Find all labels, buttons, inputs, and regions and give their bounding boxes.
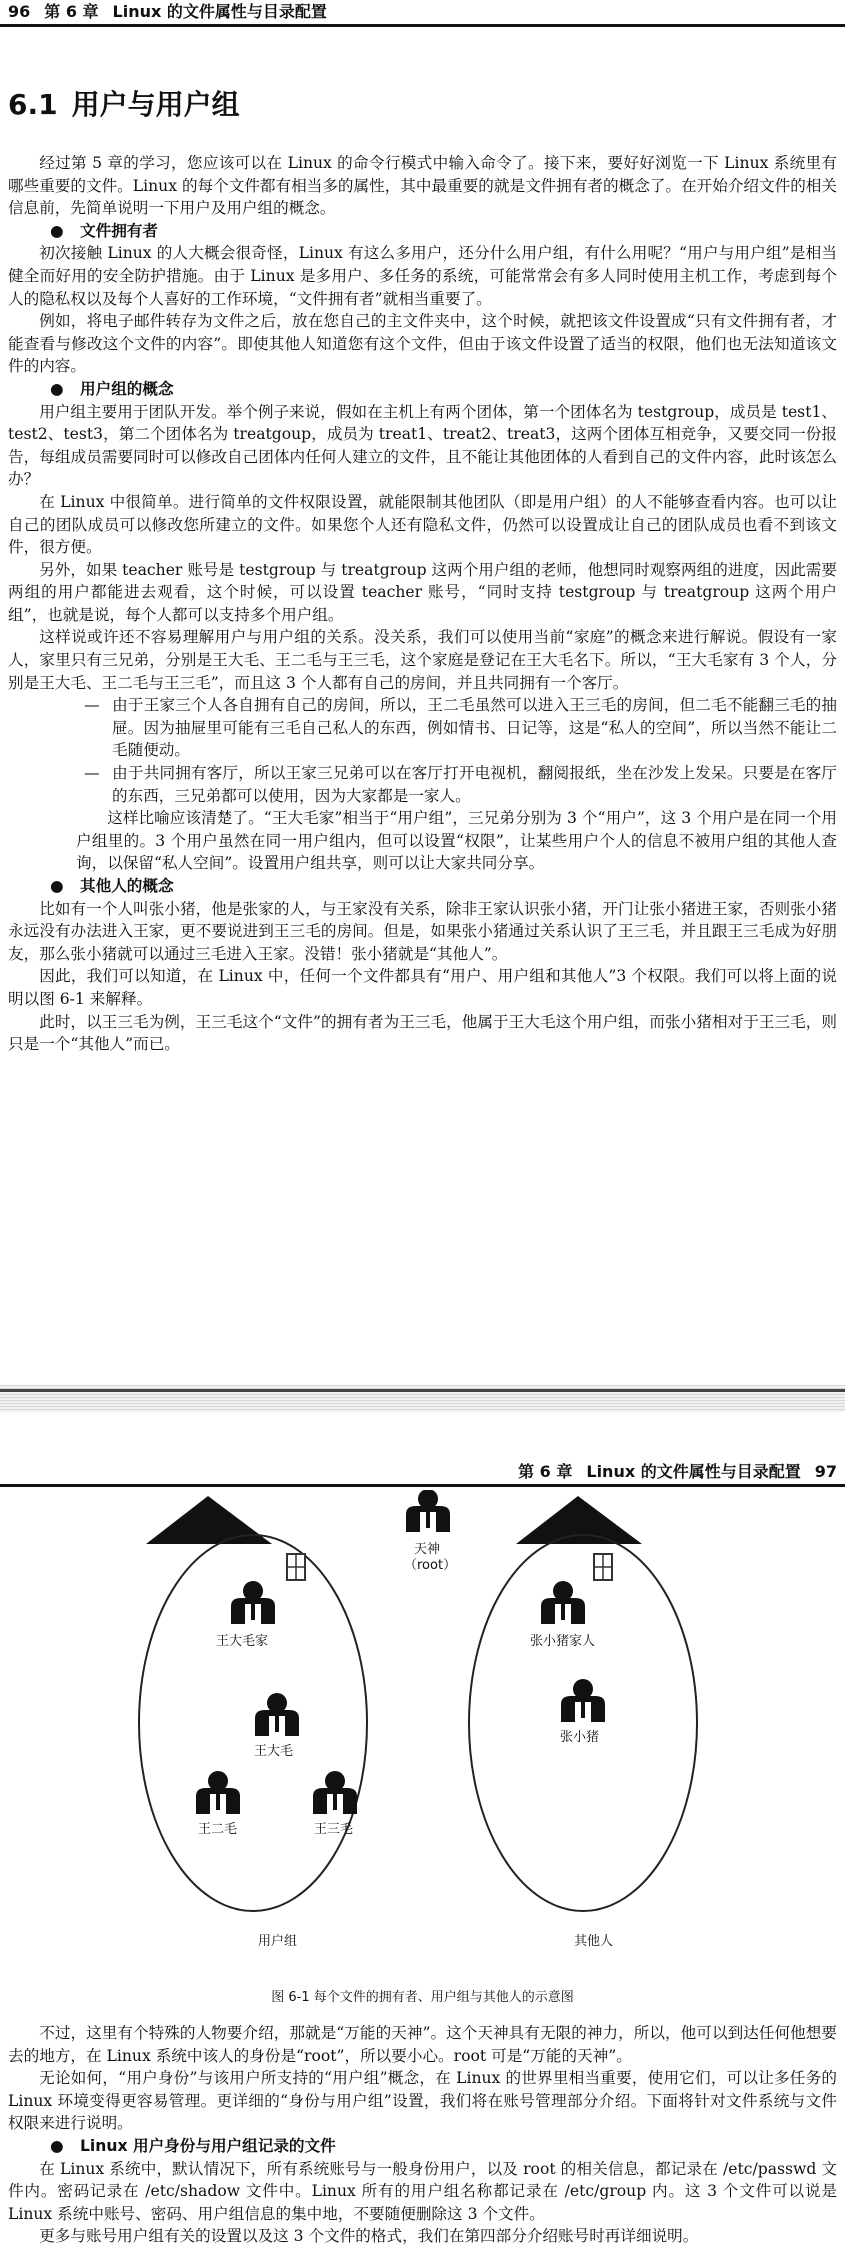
paragraph: 经过第 5 章的学习，您应该可以在 Linux 的命令行模式中输入命令了。接下来，要好好浏览一下 Linux 系统里有哪些重要的文件。Linux 的每个文件都有相当多的属性，其中最重要的就是文件拥有者的概念了。在开始介绍文件的相关信息前，先简单说明一下用户及用户组的概念。 — [8, 154, 837, 218]
bullet-label: Linux 用户身份与用户组记录的文件 — [80, 2136, 336, 2155]
god-sub-label: （root） — [404, 1558, 457, 1573]
figure-6-1 — [0, 1490, 845, 1970]
section-title — [8, 87, 240, 123]
member3-person-icon — [313, 1771, 357, 1814]
paragraph: 在 Linux 中很简单。进行简单的文件权限设置，就能限制其他团队（即是用户组）的人不能够查看内容。也可以让自己的团队成员可以修改您所建立的文件。如果您个人还有隐私文件，仍然可以设置成让自己的团队成员也看不到该文件，很方便。 — [8, 492, 837, 557]
paragraph: 因此，我们可以知道，在 Linux 中，任何一个文件都具有“用户、用户组和其他人”3 个权限。我们可以将上面的说明以图 6-1 来解释。 — [8, 967, 837, 1008]
bullet-heading — [8, 378, 837, 401]
paragraph: 例如，将电子邮件转存为文件之后，放在您自己的主文件夹中，这个时候，就把该文件设置成“只有文件拥有者，才能查看与修改这个文件的内容”。即使其他人知道您有这个文件，但由于该文件设置了适当的权限，他们也无法知道该文件的内容。 — [8, 312, 837, 376]
user-group-caption: 用户组 — [258, 1934, 298, 1949]
left-house-roof — [146, 1496, 272, 1544]
page-gap — [0, 1385, 845, 1412]
zhang-family-person-icon — [541, 1581, 585, 1624]
chapter-label: 第 6 章 — [44, 2, 99, 21]
member1-label: 王大毛 — [254, 1744, 294, 1759]
zhang-xiaozhu-person-icon — [561, 1679, 605, 1722]
bullet-label: 文件拥有者 — [80, 221, 158, 240]
bullet-heading — [8, 2135, 837, 2158]
chapter-title: Linux 的文件属性与目录配置 — [586, 1462, 801, 1481]
member2-person-icon — [196, 1771, 240, 1814]
page-number: 96 — [8, 2, 31, 21]
right-door-icon — [594, 1554, 612, 1580]
section-heading: 用户与用户组 — [71, 88, 240, 121]
bullet-icon: ● — [50, 877, 64, 895]
paragraph: 这样说或许还不容易理解用户与用户组的关系。没关系，我们可以使用当前“家庭”的概念来进行解说。假设有一家人，家里只有三兄弟，分别是王大毛、王二毛与王三毛，这个家庭是登记在王大毛名下。所以，“王大毛家有 3 个人，分别是王大毛、王二毛与王三毛”，而且这 3 个人都有自己的房间，并且共同拥有一个客厅。 — [8, 628, 837, 692]
chapter-title: Linux 的文件属性与目录配置 — [112, 2, 327, 21]
header-rule — [0, 1484, 845, 1487]
bullet-heading — [8, 875, 837, 898]
paragraph: 不过，这里有个特殊的人物要介绍，那就是“万能的天神”。这个天神具有无限的神力，所以，他可以到达任何他想要去的地方，在 Linux 系统中该人的身份是“root”，所以要小心。root 可是“万能的天神”。 — [8, 2024, 837, 2065]
member3-label: 王三毛 — [314, 1822, 354, 1837]
paragraph: 比如有一个人叫张小猪，他是张家的人，与王家没有关系，除非王家认识张小猪，开门让张小猪进王家，否则张小猪永远没有办法进入王家，更不要说进到王三毛的房间。但是，如果张小猪通过关系认识了王三毛，并且跟王三毛成为好朋友，那么张小猪就可以通过三毛进入王家。没错！张小猪就是“其他人”。 — [8, 899, 837, 963]
bullet-heading — [8, 220, 837, 243]
dash-item — [8, 762, 837, 807]
right-house-roof — [516, 1496, 642, 1544]
paragraph: 初次接触 Linux 的人大概会很奇怪，Linux 有这么多用户，还分什么用户组，有什么用呢？“用户与用户组”是相当健全而好用的安全防护措施。由于 Linux 是多用户、多任务的系统，可能常常会有多人同时使用主机工作，考虑到每个人的隐私权以及每个人喜好的工作环境，“文件拥有者”就相当重要了。 — [8, 244, 837, 308]
chapter-label: 第 6 章 — [518, 1462, 573, 1481]
dash-text: 由于王家三个人各自拥有自己的房间，所以，王二毛虽然可以进入王三毛的房间，但二毛不能翻三毛的抽屉。因为抽屉里可能有三毛自己私人的东西，例如情书、日记等，这是“私人的空间”，所以当然不能让二毛随便动。 — [112, 696, 837, 760]
left-door-icon — [287, 1554, 305, 1580]
figure-caption: 图 6-1 每个文件的拥有者、用户组与其他人的示意图 — [271, 1990, 574, 2005]
bullet-icon: ● — [50, 379, 64, 398]
paragraph: 更多与账号用户组有关的设置以及这 3 个文件的格式，我们在第四部分介绍账号时再详细说明。 — [39, 2227, 699, 2246]
member1-person-icon — [255, 1693, 299, 1736]
paragraph: 用户组主要用于团队开发。举个例子来说，假如在主机上有两个团体，第一个团体名为 testgroup，成员是 test1、test2、test3，第二个团体名为 treatgoup，成员为 treat1、treat2、treat3，这两个团体互相竞争，又要交同一份报告，每组成员需要同时可以修改自己团体内任何人建立的文件，且不能让其他团体的人看到自己的文件内容，此时该怎么办？ — [8, 402, 837, 489]
bullet-icon: ● — [50, 2136, 64, 2155]
member2-label: 王二毛 — [198, 1822, 238, 1837]
page-number: 97 — [814, 1462, 837, 1481]
dash-icon: — — [84, 764, 100, 783]
paragraph: 在 Linux 系统中，默认情况下，所有系统账号与一般身份用户，以及 root 的相关信息，都记录在 /etc/passwd 文件内。密码记录在 /etc/shadow 文件中。Linux 所有的用户组名称都记录在 /etc/group 内。这 3 个文件可以说是 Linux 系统中账号、密码、用户组信息的集中地，不要随便删除这 3 个文件。 — [8, 2159, 837, 2223]
bullet-icon: ● — [50, 221, 64, 240]
section-number: 6.1 — [8, 88, 58, 121]
dash-text: 由于共同拥有客厅，所以王家三兄弟可以在客厅打开电视机，翻阅报纸，坐在沙发上发呆。只要是在客厅的东西，三兄弟都可以使用，因为大家都是一家人。 — [112, 764, 837, 805]
dash-icon: — — [84, 696, 100, 715]
others-caption: 其他人 — [574, 1934, 614, 1949]
left-family-label: 王大毛家 — [216, 1634, 269, 1649]
right-member-label: 张小猪 — [560, 1730, 600, 1745]
dash-item — [8, 694, 837, 762]
root-person-icon — [406, 1490, 450, 1532]
running-header — [8, 2, 837, 22]
body-text — [8, 152, 837, 1056]
running-header — [8, 1462, 837, 1482]
god-label: 天神 — [414, 1542, 441, 1557]
body-text — [8, 2022, 837, 2248]
bullet-label: 其他人的概念 — [80, 877, 174, 895]
page-97 — [0, 1412, 845, 2246]
paragraph: 另外，如果 teacher 账号是 testgroup 与 treatgroup 这两个用户组的老师，他想同时观察两组的进度，因此需要两组的用户都能进去观看，这个时候，可以设置 teacher 账号，“同时支持 testgroup 与 treatgroup 这两个用户组”，也就是说，每个人都可以支持多个用户组。 — [8, 560, 837, 624]
others-ellipse — [469, 1535, 697, 1911]
bullet-label: 用户组的概念 — [80, 379, 174, 398]
paragraph: 这样比喻应该清楚了。“王大毛家”相当于“用户组”，三兄弟分别为 3 个“用户”，这 3 个用户是在同一个用户组里的。3 个用户虽然在同一用户组内，但可以设置“权限”，让某些用户个人的信息不被用户组的其他人查询，以保留“私人空间”。设置用户组共享，则可以让大家共同分享。 — [76, 809, 837, 873]
paragraph: 无论如何，“用户身份”与该用户所支持的“用户组”概念，在 Linux 的世界里相当重要，使用它们，可以让多任务的 Linux 环境变得更容易管理。更详细的“身份与用户组”设置，我们将在账号管理部分介绍。下面将针对文件系统与文件权限来进行说明。 — [8, 2069, 837, 2133]
family-head-person-icon — [231, 1581, 275, 1624]
paragraph: 此时，以王三毛为例，王三毛这个“文件”的拥有者为王三毛，他属于王大毛这个用户组，而张小猪相对于王三毛，则只是一个“其他人”而已。 — [8, 1012, 837, 1054]
header-rule — [0, 24, 845, 27]
right-family-label: 张小猪家人 — [530, 1634, 596, 1649]
